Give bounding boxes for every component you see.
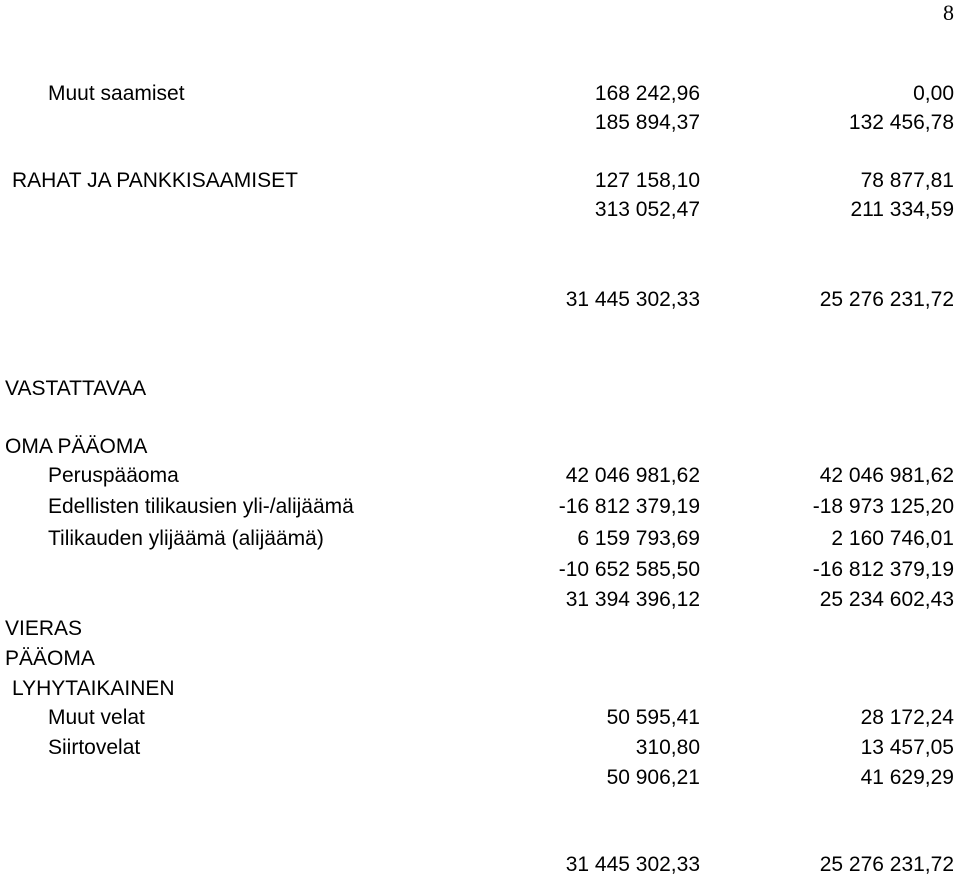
value-previous-year: 25 276 231,72 xyxy=(819,853,954,876)
value-previous-year: -16 812 379,19 xyxy=(812,558,954,581)
row-oma-paaoma-total xyxy=(0,587,960,613)
row-rahat-ja-pankkisaamiset xyxy=(0,168,960,194)
value-current-year: 50 595,41 xyxy=(606,706,700,729)
value-current-year: 31 394 396,12 xyxy=(565,588,700,611)
value-current-year: 6 159 793,69 xyxy=(577,527,700,550)
value-previous-year: 25 276 231,72 xyxy=(819,288,954,311)
section-title: VIERAS xyxy=(5,617,83,640)
value-previous-year: 2 160 746,01 xyxy=(831,527,954,550)
row-label: Siirtovelat xyxy=(48,736,141,759)
row-edellisten-tilikausien xyxy=(0,494,960,520)
row-subtotal-velat xyxy=(0,765,960,791)
value-previous-year: 211 334,59 xyxy=(850,198,954,221)
row-label: Peruspääoma xyxy=(48,464,179,487)
value-current-year: 310,80 xyxy=(635,736,700,759)
value-previous-year: 42 046 981,62 xyxy=(819,464,954,487)
row-muut-saamiset xyxy=(0,81,960,107)
section-title: OMA PÄÄOMA xyxy=(5,435,148,458)
row-label: Muut velat xyxy=(48,706,145,729)
section-heading-oma-paaoma xyxy=(0,434,960,460)
row-label: Edellisten tilikausien yli-/alijäämä xyxy=(48,495,354,518)
value-previous-year: 132 456,78 xyxy=(848,111,954,134)
value-current-year: 313 052,47 xyxy=(594,198,700,221)
section-heading-paaoma xyxy=(0,646,960,672)
value-current-year: -10 652 585,50 xyxy=(558,558,700,581)
value-previous-year: 78 877,81 xyxy=(860,169,954,192)
row-tilikauden-ylijaama xyxy=(0,526,960,552)
section-heading-lyhytaikainen xyxy=(0,676,960,702)
row-vastattavaa-total xyxy=(0,852,960,878)
value-current-year: 185 894,37 xyxy=(594,111,700,134)
value-previous-year: -18 973 125,20 xyxy=(812,495,954,518)
section-heading-vieras xyxy=(0,616,960,642)
row-label: RAHAT JA PANKKISAAMISET xyxy=(12,169,298,192)
row-subtotal-saamiset xyxy=(0,110,960,136)
row-siirtovelat xyxy=(0,735,960,761)
value-previous-year: 13 457,05 xyxy=(860,736,954,759)
value-current-year: -16 812 379,19 xyxy=(558,495,700,518)
value-previous-year: 41 629,29 xyxy=(860,766,954,789)
value-current-year: 127 158,10 xyxy=(594,169,700,192)
value-previous-year: 25 234 602,43 xyxy=(819,588,954,611)
value-current-year: 50 906,21 xyxy=(606,766,700,789)
row-vastaavaa-total xyxy=(0,287,960,313)
section-title: PÄÄOMA xyxy=(5,647,95,670)
row-label: Tilikauden ylijäämä (alijäämä) xyxy=(48,527,324,550)
section-heading-vastattavaa xyxy=(0,376,960,402)
value-current-year: 31 445 302,33 xyxy=(565,288,700,311)
section-title: VASTATTAVAA xyxy=(5,377,147,400)
value-current-year: 31 445 302,33 xyxy=(565,853,700,876)
page-number: 8 xyxy=(943,0,954,25)
value-current-year: 168 242,96 xyxy=(594,82,700,105)
row-muut-velat xyxy=(0,705,960,731)
section-title: LYHYTAIKAINEN xyxy=(12,677,175,700)
row-peruspaaoma xyxy=(0,463,960,489)
row-label: Muut saamiset xyxy=(48,82,185,105)
row-subtotal-rahoitus xyxy=(0,197,960,223)
value-previous-year: 0,00 xyxy=(913,82,954,105)
value-previous-year: 28 172,24 xyxy=(860,706,954,729)
value-current-year: 42 046 981,62 xyxy=(565,464,700,487)
row-subtotal-ylijaama xyxy=(0,557,960,583)
